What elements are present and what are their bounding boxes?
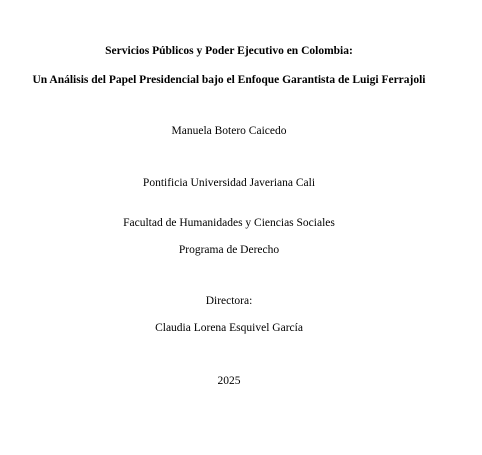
- faculty-name: Facultad de Humanidades y Ciencias Sociales: [123, 217, 335, 229]
- year: 2025: [217, 375, 241, 387]
- program-name: Programa de Derecho: [178, 244, 280, 256]
- university-name: Pontificia Universidad Javeriana Cali: [142, 177, 316, 189]
- title-line-2: Un Análisis del Papel Presidencial bajo el Enfoque Garantista de Luigi Ferrajoli: [32, 74, 426, 86]
- author-name: Manuela Botero Caicedo: [171, 125, 287, 137]
- title-line-1: Servicios Públicos y Poder Ejecutivo en Colombia:: [105, 45, 353, 57]
- director-name: Claudia Lorena Esquivel García: [155, 322, 303, 334]
- director-label: Directora:: [205, 295, 253, 307]
